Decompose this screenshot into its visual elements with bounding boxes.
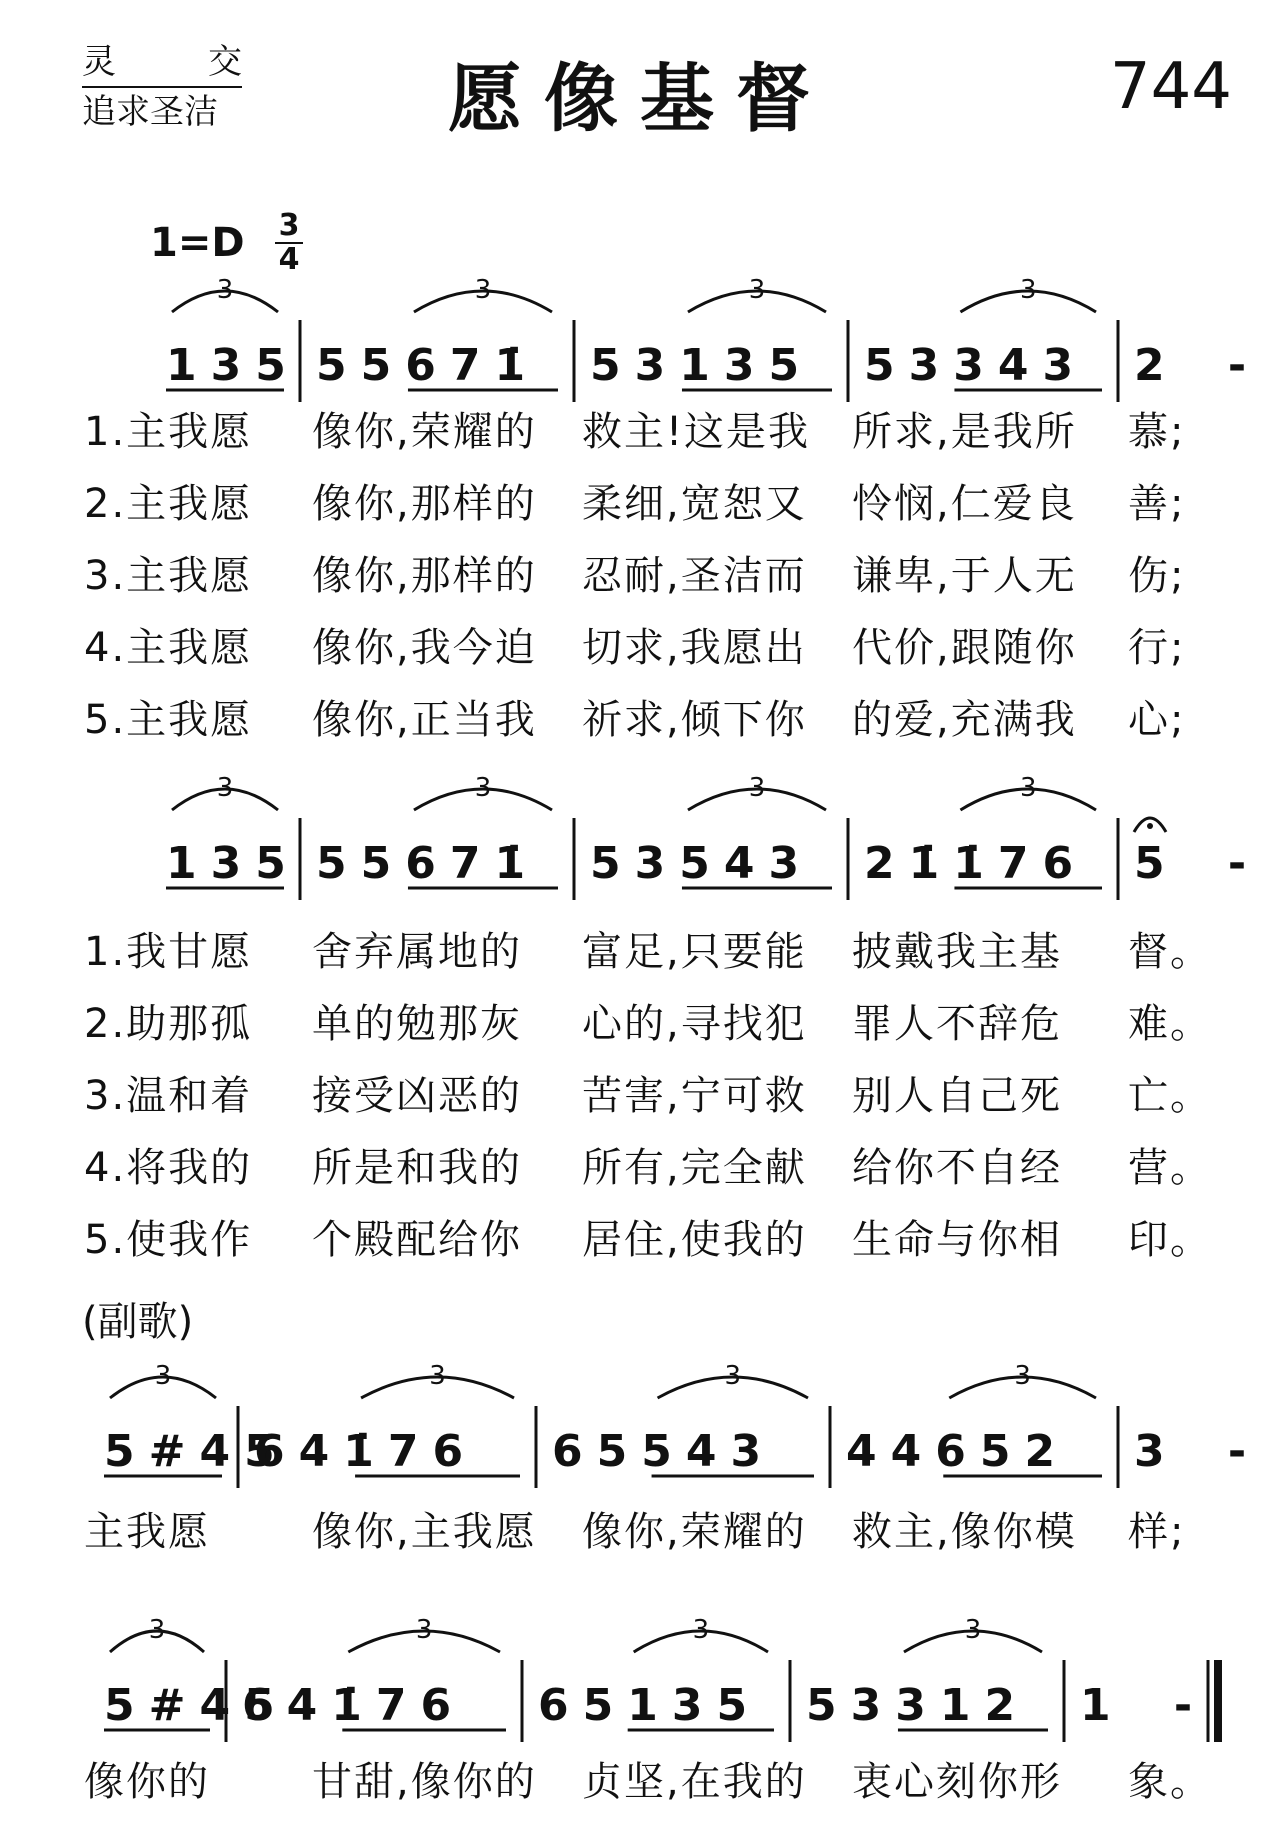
lyric-segment: 祈求,倾下你 bbox=[582, 697, 807, 743]
triplet-number: 3 bbox=[154, 1361, 172, 1391]
lyric-segment: 2.助那孤 bbox=[84, 1001, 253, 1047]
lyric-segment: 单的勉那灰 bbox=[312, 1001, 522, 1047]
lyric-segment: 谦卑,于人无 bbox=[852, 553, 1077, 599]
lyric-segment: 接受凶恶的 bbox=[312, 1073, 522, 1119]
note-group: 65135 bbox=[538, 1680, 762, 1731]
lyric-segment: 3.主我愿 bbox=[84, 553, 253, 599]
triplet-number: 3 bbox=[216, 275, 234, 305]
lyric-segment: 披戴我主基 bbox=[852, 929, 1062, 975]
note-group: 3 - bbox=[1134, 1426, 1271, 1477]
triplet-number: 3 bbox=[474, 275, 492, 305]
lyric-segment: 苦害,宁可救 bbox=[582, 1073, 807, 1119]
lyric-segment: 怜悯,仁爱良 bbox=[852, 481, 1077, 527]
lyric-segment: 贞坚,在我的 bbox=[582, 1759, 807, 1805]
triplet-arc bbox=[688, 789, 826, 810]
fermata-mark bbox=[1134, 818, 1166, 832]
triplet-arc bbox=[110, 1377, 216, 1398]
lyric-segment: 善; bbox=[1128, 481, 1186, 527]
triplet-number: 3 bbox=[1019, 773, 1037, 803]
triplet-number: 3 bbox=[748, 275, 766, 305]
lyric-segment: 像你,那样的 bbox=[312, 553, 537, 599]
lyric-segment: 心的,寻找犯 bbox=[582, 1001, 807, 1047]
note-group: 135 bbox=[166, 838, 300, 889]
lyric-segment: 罪人不辞危 bbox=[852, 1001, 1062, 1047]
lyric-segment: 给你不自经 bbox=[852, 1145, 1062, 1191]
triplet-arc bbox=[960, 291, 1096, 312]
lyric-segment: 营。 bbox=[1128, 1145, 1212, 1191]
triplet-arc bbox=[348, 1631, 500, 1652]
triplet-arc bbox=[688, 291, 826, 312]
lyric-segment: 所有,完全献 bbox=[582, 1145, 807, 1191]
lyric-segment: 3.温和着 bbox=[84, 1073, 253, 1119]
lyric-segment: 柔细,宽恕又 bbox=[582, 481, 807, 527]
lyric-segment: 像你,荣耀的 bbox=[312, 409, 537, 455]
note-group: 55671̇ bbox=[316, 340, 540, 391]
lyric-segment: 代价,跟随你 bbox=[852, 625, 1077, 671]
key-signature: 1=D bbox=[150, 220, 245, 266]
lyric-segment: 亡。 bbox=[1128, 1073, 1212, 1119]
lyric-segment: 富足,只要能 bbox=[582, 929, 807, 975]
lyric-segment: 象。 bbox=[1128, 1759, 1212, 1805]
triplet-number: 3 bbox=[1014, 1361, 1031, 1391]
lyric-segment: 生命与你相 bbox=[852, 1217, 1062, 1263]
note-group: 2 - bbox=[1134, 340, 1271, 391]
hymn-number: 744 bbox=[1109, 50, 1232, 124]
lyric-segment: 居住,使我的 bbox=[582, 1217, 807, 1263]
time-signature: $\frac{3}{4}$ bbox=[275, 210, 304, 276]
triplet-arc bbox=[361, 1377, 514, 1398]
lyric-segment: 样; bbox=[1128, 1509, 1186, 1555]
triplet-arc bbox=[634, 1631, 768, 1652]
triplet-number: 3 bbox=[724, 1361, 742, 1391]
triplet-number: 3 bbox=[692, 1615, 710, 1645]
lyric-segment: 慕; bbox=[1128, 409, 1186, 455]
chorus-label: (副歌) bbox=[82, 1299, 194, 1345]
lyric-segment: 主我愿 bbox=[84, 1509, 210, 1555]
lyric-segment: 2.主我愿 bbox=[84, 481, 253, 527]
lyric-segment: 切求,我愿出 bbox=[582, 625, 807, 671]
lyric-segment: 像你,我今迫 bbox=[312, 625, 537, 671]
lyric-segment: 救主,像你模 bbox=[852, 1509, 1077, 1555]
lyric-segment: 1.我甘愿 bbox=[84, 929, 253, 975]
note-group: 5#45 bbox=[104, 1426, 289, 1477]
note-group: 53343 bbox=[864, 340, 1088, 391]
lyric-segment: 救主!这是我 bbox=[582, 409, 811, 455]
note-group: 53543 bbox=[590, 838, 814, 889]
lyric-segment: 忍耐,圣洁而 bbox=[582, 553, 807, 599]
lyric-segment: 像你,那样的 bbox=[312, 481, 537, 527]
lyric-segment: 衷心刻你形 bbox=[852, 1759, 1062, 1805]
triplet-arc bbox=[414, 789, 552, 810]
hymn-title: 愿像基督 bbox=[448, 56, 832, 142]
triplet-arc bbox=[658, 1377, 808, 1398]
lyric-segment: 个殿配给你 bbox=[312, 1217, 522, 1263]
lyric-segment: 5.主我愿 bbox=[84, 697, 253, 743]
triplet-number: 3 bbox=[216, 773, 234, 803]
triplet-arc bbox=[904, 1631, 1042, 1652]
category-bottom: 追求圣洁 bbox=[82, 92, 218, 132]
lyric-segment: 舍弃属地的 bbox=[312, 929, 522, 975]
note-group: 5 - bbox=[1134, 838, 1271, 889]
lyric-segment: 行; bbox=[1128, 625, 1186, 671]
category-top: 灵 交 bbox=[82, 38, 242, 88]
note-group: 1 - bbox=[1080, 1680, 1217, 1731]
note-group: 53135 bbox=[590, 340, 814, 391]
lyric-segment: 伤; bbox=[1128, 553, 1186, 599]
fermata-dot bbox=[1147, 823, 1153, 829]
triplet-arc bbox=[110, 1631, 204, 1652]
lyric-segment: 5.使我作 bbox=[84, 1217, 253, 1263]
triplet-number: 3 bbox=[474, 773, 492, 803]
note-group: 55671̇ bbox=[316, 838, 540, 889]
note-group: 53312 bbox=[806, 1680, 1030, 1731]
lyric-segment: 所是和我的 bbox=[312, 1145, 522, 1191]
lyric-segment: 心; bbox=[1128, 697, 1186, 743]
lyric-segment: 1.主我愿 bbox=[84, 409, 253, 455]
lyric-segment: 像你的 bbox=[84, 1759, 210, 1805]
note-group: 135 bbox=[166, 340, 300, 391]
note-group: 65543 bbox=[552, 1426, 776, 1477]
triplet-arc bbox=[172, 291, 278, 312]
triplet-number: 3 bbox=[148, 1615, 166, 1645]
triplet-arc bbox=[949, 1377, 1096, 1398]
lyric-segment: 别人自己死 bbox=[852, 1073, 1062, 1119]
note-group: 5#45 bbox=[104, 1680, 289, 1731]
note-group: 21̇1̇76 bbox=[864, 838, 1088, 889]
note-group: 641̇76 bbox=[254, 1426, 478, 1477]
lyric-segment: 难。 bbox=[1128, 1001, 1212, 1047]
triplet-number: 3 bbox=[415, 1615, 433, 1645]
triplet-arc bbox=[960, 789, 1096, 810]
lyric-segment: 4.将我的 bbox=[84, 1145, 253, 1191]
key-signature-block bbox=[150, 210, 303, 276]
lyric-segment: 甘甜,像你的 bbox=[312, 1759, 537, 1805]
triplet-arc bbox=[172, 789, 278, 810]
triplet-number: 3 bbox=[429, 1361, 446, 1391]
lyric-segment: 像你,主我愿 bbox=[312, 1509, 537, 1555]
triplet-number: 3 bbox=[964, 1615, 982, 1645]
lyric-segment: 督。 bbox=[1128, 929, 1212, 975]
lyric-segment: 所求,是我所 bbox=[852, 409, 1077, 455]
triplet-number: 3 bbox=[1019, 275, 1037, 305]
lyric-segment: 的爱,充满我 bbox=[852, 697, 1077, 743]
lyric-segment: 4.主我愿 bbox=[84, 625, 253, 671]
note-group: 44652 bbox=[846, 1426, 1070, 1477]
triplet-arc bbox=[414, 291, 552, 312]
lyric-segment: 像你,正当我 bbox=[312, 697, 537, 743]
note-group: 641̇76 bbox=[242, 1680, 466, 1731]
triplet-number: 3 bbox=[748, 773, 766, 803]
lyric-segment: 像你,荣耀的 bbox=[582, 1509, 807, 1555]
lyric-segment: 印。 bbox=[1128, 1217, 1212, 1263]
